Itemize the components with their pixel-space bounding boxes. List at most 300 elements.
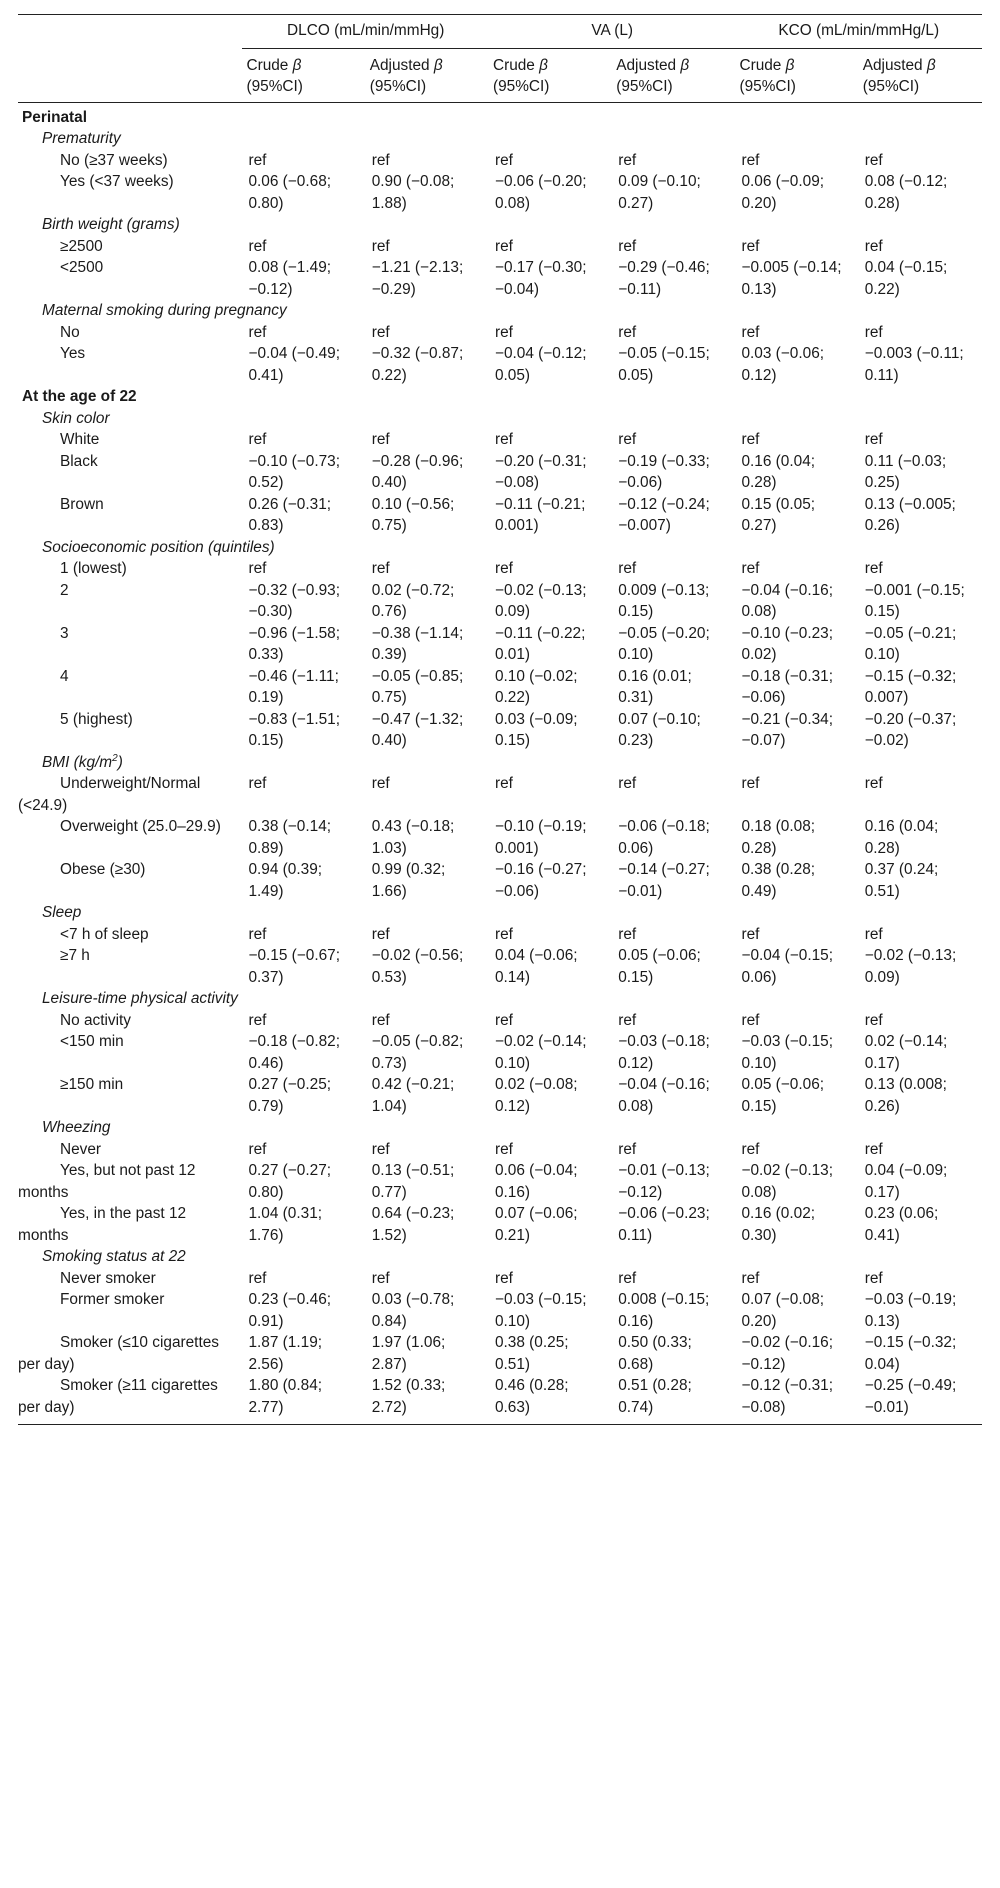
row-label: 3 bbox=[60, 624, 69, 642]
regression-table-container bbox=[18, 14, 982, 1425]
table-cell: ref bbox=[494, 775, 513, 792]
variable-name bbox=[18, 1117, 982, 1139]
table-cell: ref bbox=[864, 775, 883, 792]
table-cell: 0.04 (−0.15; 0.22) bbox=[864, 259, 948, 298]
table-cell: 0.06 (−0.09; 0.20) bbox=[741, 173, 825, 212]
header-corner bbox=[18, 15, 242, 49]
table-cell: −0.15 (−0.32; 0.007) bbox=[864, 667, 957, 706]
beta-symbol: β bbox=[785, 56, 795, 74]
variable-name bbox=[18, 988, 982, 1010]
table-cell: −0.06 (−0.20; 0.08) bbox=[494, 173, 587, 212]
table-cell: 0.10 (−0.02; 0.22) bbox=[494, 667, 578, 706]
table-cell: −0.28 (−0.96; 0.40) bbox=[371, 452, 464, 491]
header-kco: KCO (mL/min/mmHg/L) bbox=[735, 15, 982, 49]
table-cell: 0.10 (−0.56; 0.75) bbox=[371, 495, 455, 534]
variable-name-text: Prematurity bbox=[42, 130, 121, 147]
table-cell: −0.02 (−0.16; −0.12) bbox=[741, 1334, 834, 1373]
table-cell: ref bbox=[618, 151, 637, 169]
table-cell: −0.01 (−0.13; −0.12) bbox=[618, 1162, 710, 1201]
table-cell: 0.37 (0.24; 0.51) bbox=[864, 861, 939, 900]
header-adjusted-beta bbox=[366, 48, 489, 102]
table-cell: −0.96 (−1.58; 0.33) bbox=[248, 624, 341, 663]
table-cell: ref bbox=[494, 151, 513, 169]
table-row bbox=[18, 236, 982, 258]
table-cell: ref bbox=[864, 1140, 883, 1158]
table-cell: −0.03 (−0.15; 0.10) bbox=[494, 1291, 587, 1330]
table-cell: 0.43 (−0.18; 1.03) bbox=[371, 818, 455, 857]
table-cell: ref bbox=[494, 1140, 513, 1158]
table-cell: −0.18 (−0.31; −0.06) bbox=[741, 667, 834, 706]
table-cell: 0.16 (0.04; 0.28) bbox=[741, 452, 816, 491]
table-cell: ref bbox=[371, 775, 390, 792]
table-cell: ref bbox=[741, 1011, 760, 1029]
table-cell: −0.47 (−1.32; 0.40) bbox=[371, 710, 464, 749]
variable-name-end: ) bbox=[117, 753, 123, 771]
variable-name-text: Maternal smoking during pregnancy bbox=[42, 302, 287, 319]
table-cell: −0.02 (−0.13; 0.08) bbox=[741, 1162, 834, 1201]
row-label: Obese (≥30) bbox=[60, 861, 146, 878]
section-row bbox=[18, 102, 982, 128]
table-row bbox=[18, 171, 982, 214]
table-cell: 0.42 (−0.21; 1.04) bbox=[371, 1076, 455, 1115]
table-cell: 0.07 (−0.06; 0.21) bbox=[494, 1205, 578, 1244]
row-label: Yes, in the past 12 months bbox=[18, 1205, 187, 1244]
table-cell: −0.04 (−0.16; 0.08) bbox=[618, 1076, 710, 1115]
table-cell: ref bbox=[864, 1011, 883, 1029]
table-row bbox=[18, 257, 982, 300]
table-cell: 0.04 (−0.06; 0.14) bbox=[494, 947, 578, 986]
regression-table bbox=[18, 14, 982, 1425]
table-cell: 0.009 (−0.13; 0.15) bbox=[618, 581, 710, 620]
row-label: Former smoker bbox=[60, 1291, 165, 1308]
header-crude-label: Crude bbox=[246, 56, 289, 74]
table-cell: 1.80 (0.84; 2.77) bbox=[248, 1377, 323, 1416]
table-row bbox=[18, 1139, 982, 1161]
table-cell: 0.05 (−0.06; 0.15) bbox=[741, 1076, 825, 1115]
table-cell: −0.05 (−0.82; 0.73) bbox=[371, 1033, 464, 1072]
header-crude-label: Crude bbox=[739, 56, 782, 74]
table-row bbox=[18, 773, 982, 816]
table-cell: 0.07 (−0.10; 0.23) bbox=[618, 710, 701, 749]
table-cell: 0.03 (−0.09; 0.15) bbox=[494, 710, 578, 749]
variable-name-superscript: 2 bbox=[112, 752, 118, 764]
table-cell: 0.90 (−0.08; 1.88) bbox=[371, 173, 455, 212]
table-row bbox=[18, 580, 982, 623]
table-cell: ref bbox=[741, 775, 760, 792]
header-subcolumn-row bbox=[18, 48, 982, 102]
row-label: ≥2500 bbox=[60, 237, 103, 255]
header-ci-label: (95%CI) bbox=[616, 78, 673, 95]
row-label: Brown bbox=[60, 495, 104, 513]
table-cell: ref bbox=[494, 560, 513, 577]
variable-row bbox=[18, 988, 982, 1010]
header-ci-label: (95%CI) bbox=[862, 78, 920, 95]
table-row bbox=[18, 1160, 982, 1203]
table-cell: −0.11 (−0.22; 0.01) bbox=[494, 624, 586, 663]
table-cell: 0.16 (0.02; 0.30) bbox=[741, 1205, 816, 1244]
row-label: No activity bbox=[60, 1011, 131, 1029]
table-cell: 0.38 (0.28; 0.49) bbox=[741, 861, 816, 900]
table-row bbox=[18, 558, 982, 580]
table-cell: 0.13 (−0.51; 0.77) bbox=[371, 1162, 455, 1201]
header-ci-label: (95%CI) bbox=[246, 78, 303, 95]
row-label: Underweight/Normal (<24.9) bbox=[18, 775, 201, 814]
table-cell: ref bbox=[371, 237, 390, 255]
table-cell: ref bbox=[618, 1011, 637, 1029]
table-row bbox=[18, 150, 982, 172]
row-label: Yes bbox=[60, 345, 86, 362]
table-row bbox=[18, 666, 982, 709]
table-cell: ref bbox=[864, 151, 883, 169]
table-cell: ref bbox=[494, 925, 513, 943]
table-cell: ref bbox=[618, 237, 637, 255]
table-cell: 0.23 (0.06; 0.41) bbox=[864, 1205, 939, 1244]
table-row bbox=[18, 816, 982, 859]
table-cell: 0.50 (0.33; 0.68) bbox=[618, 1334, 692, 1373]
table-cell: ref bbox=[741, 1140, 760, 1158]
table-cell: 0.07 (−0.08; 0.20) bbox=[741, 1291, 825, 1330]
table-cell: −0.20 (−0.37; −0.02) bbox=[864, 710, 957, 749]
variable-name bbox=[18, 1246, 982, 1268]
table-cell: 0.13 (0.008; 0.26) bbox=[864, 1076, 947, 1115]
table-cell: −0.10 (−0.19; 0.001) bbox=[494, 818, 587, 857]
table-cell: −0.18 (−0.82; 0.46) bbox=[248, 1033, 341, 1072]
table-cell: 0.13 (−0.005; 0.26) bbox=[864, 495, 956, 534]
table-cell: ref bbox=[741, 1269, 760, 1287]
section-title: At the age of 22 bbox=[22, 388, 137, 405]
beta-symbol: β bbox=[680, 56, 690, 74]
table-cell: −0.17 (−0.30; −0.04) bbox=[494, 259, 587, 298]
table-body bbox=[18, 102, 982, 1425]
beta-symbol: β bbox=[926, 56, 936, 74]
table-cell: −0.12 (−0.24; −0.007) bbox=[618, 495, 710, 534]
row-label: Black bbox=[60, 452, 98, 470]
table-cell: ref bbox=[371, 1269, 390, 1287]
table-cell: −0.10 (−0.23; 0.02) bbox=[741, 624, 834, 663]
row-label: Overweight (25.0–29.9) bbox=[60, 818, 221, 835]
table-cell: ref bbox=[864, 237, 883, 255]
header-adjusted-label: Adjusted bbox=[369, 56, 430, 74]
header-crude-label: Crude bbox=[492, 56, 535, 74]
variable-row bbox=[18, 128, 982, 150]
header-ci-label: (95%CI) bbox=[369, 78, 427, 95]
table-cell: −0.15 (−0.32; 0.04) bbox=[864, 1334, 957, 1373]
table-row bbox=[18, 1203, 982, 1246]
table-cell: −0.12 (−0.31; −0.08) bbox=[741, 1377, 834, 1416]
section-title: Perinatal bbox=[22, 108, 88, 126]
variable-name bbox=[18, 300, 982, 322]
variable-name bbox=[18, 214, 982, 236]
table-cell: −0.05 (−0.15; 0.05) bbox=[618, 345, 710, 384]
table-cell: 0.46 (0.28; 0.63) bbox=[494, 1377, 569, 1416]
table-cell: ref bbox=[248, 151, 267, 169]
table-row bbox=[18, 1268, 982, 1290]
table-row bbox=[18, 429, 982, 451]
table-cell: 0.99 (0.32; 1.66) bbox=[371, 861, 446, 900]
variable-row bbox=[18, 537, 982, 559]
row-label: No (≥37 weeks) bbox=[60, 151, 168, 169]
table-cell: −0.05 (−0.20; 0.10) bbox=[618, 624, 710, 663]
table-cell: ref bbox=[741, 151, 760, 169]
table-cell: −0.46 (−1.11; 0.19) bbox=[248, 667, 339, 706]
table-cell: ref bbox=[371, 925, 390, 943]
table-cell: ref bbox=[371, 560, 390, 577]
beta-symbol: β bbox=[292, 56, 302, 74]
row-label: 2 bbox=[60, 581, 69, 599]
table-cell: −0.005 (−0.14; 0.13) bbox=[741, 259, 842, 298]
table-cell: 0.11 (−0.03; 0.25) bbox=[864, 452, 947, 491]
row-label: Never smoker bbox=[60, 1269, 156, 1287]
table-cell: 0.15 (0.05; 0.27) bbox=[741, 495, 816, 534]
header-ci-label: (95%CI) bbox=[492, 78, 550, 95]
table-cell: 1.04 (0.31; 1.76) bbox=[248, 1205, 323, 1244]
row-label: 4 bbox=[60, 667, 69, 685]
variable-name-text: Wheezing bbox=[42, 1119, 111, 1136]
table-row bbox=[18, 1074, 982, 1117]
table-cell: ref bbox=[248, 1011, 267, 1029]
table-cell: ref bbox=[618, 560, 637, 577]
beta-symbol: β bbox=[539, 56, 548, 74]
table-cell: −0.04 (−0.12; 0.05) bbox=[494, 345, 587, 384]
table-cell: ref bbox=[864, 323, 883, 341]
table-row bbox=[18, 859, 982, 902]
variable-row bbox=[18, 902, 982, 924]
table-cell: 0.64 (−0.23; 1.52) bbox=[371, 1205, 455, 1244]
row-label: <2500 bbox=[60, 259, 104, 276]
header-crude-beta bbox=[489, 48, 612, 102]
table-cell: 0.26 (−0.31; 0.83) bbox=[248, 495, 332, 534]
variable-name bbox=[18, 902, 982, 924]
table-cell: −0.25 (−0.49; −0.01) bbox=[864, 1377, 957, 1416]
header-adjusted-label: Adjusted bbox=[862, 56, 923, 74]
table-cell: ref bbox=[618, 925, 637, 943]
table-row bbox=[18, 451, 982, 494]
table-cell: 0.06 (−0.68; 0.80) bbox=[248, 173, 332, 212]
variable-name-text: Birth weight (grams) bbox=[42, 216, 180, 233]
table-cell: 0.51 (0.28; 0.74) bbox=[618, 1377, 692, 1416]
variable-row bbox=[18, 1117, 982, 1139]
table-cell: ref bbox=[741, 925, 760, 943]
table-cell: ref bbox=[371, 1140, 390, 1158]
table-cell: −0.02 (−0.14; 0.10) bbox=[494, 1033, 587, 1072]
variable-name bbox=[18, 128, 982, 150]
table-cell: 0.03 (−0.06; 0.12) bbox=[741, 345, 825, 384]
beta-symbol: β bbox=[433, 56, 443, 74]
row-label: Smoker (≥11 cigarettes per day) bbox=[18, 1377, 218, 1416]
table-cell: ref bbox=[864, 1269, 883, 1287]
table-cell: 1.52 (0.33; 2.72) bbox=[371, 1377, 446, 1416]
row-label: Never bbox=[60, 1140, 102, 1158]
table-cell: ref bbox=[371, 431, 390, 448]
header-crude-beta bbox=[735, 48, 858, 102]
variable-row bbox=[18, 1246, 982, 1268]
table-cell: ref bbox=[248, 323, 267, 341]
table-cell: 0.09 (−0.10; 0.27) bbox=[618, 173, 701, 212]
table-cell: 0.16 (0.01; 0.31) bbox=[618, 667, 692, 706]
table-cell: −0.16 (−0.27; −0.06) bbox=[494, 861, 587, 900]
variable-row bbox=[18, 214, 982, 236]
table-cell: −0.10 (−0.73; 0.52) bbox=[248, 452, 341, 491]
table-cell: 0.02 (−0.14; 0.17) bbox=[864, 1033, 948, 1072]
header-va: VA (L) bbox=[489, 15, 736, 49]
table-cell: −0.11 (−0.21; 0.001) bbox=[494, 495, 586, 534]
table-cell: −0.04 (−0.49; 0.41) bbox=[248, 345, 341, 384]
table-cell: −0.32 (−0.87; 0.22) bbox=[371, 345, 464, 384]
table-cell: −0.38 (−1.14; 0.39) bbox=[371, 624, 464, 663]
header-dlco: DLCO (mL/min/mmHg) bbox=[242, 15, 489, 49]
row-label: ≥7 h bbox=[60, 947, 90, 964]
table-cell: ref bbox=[248, 925, 267, 943]
table-cell: ref bbox=[371, 1011, 390, 1029]
table-cell: 0.08 (−0.12; 0.28) bbox=[864, 173, 948, 212]
table-cell: ref bbox=[618, 431, 637, 448]
table-cell: ref bbox=[494, 431, 513, 448]
table-cell: −0.03 (−0.19; 0.13) bbox=[864, 1291, 957, 1330]
header-adjusted-label: Adjusted bbox=[616, 56, 677, 74]
row-label: 5 (highest) bbox=[60, 710, 133, 728]
table-cell: 0.16 (0.04; 0.28) bbox=[864, 818, 939, 857]
variable-name-text: BMI (kg/m bbox=[42, 753, 113, 771]
table-cell: ref bbox=[741, 237, 760, 255]
variable-name-text: Socioeconomic position (quintiles) bbox=[42, 538, 275, 556]
table-cell: −0.20 (−0.31; −0.08) bbox=[494, 452, 587, 491]
table-cell: −0.02 (−0.13; 0.09) bbox=[864, 947, 957, 986]
table-cell: ref bbox=[741, 323, 760, 341]
table-row bbox=[18, 1332, 982, 1375]
table-cell: 0.05 (−0.06; 0.15) bbox=[618, 947, 701, 986]
variable-row bbox=[18, 300, 982, 322]
table-cell: −0.04 (−0.16; 0.08) bbox=[741, 581, 834, 620]
table-row bbox=[18, 1289, 982, 1332]
section-row bbox=[18, 386, 982, 408]
variable-name-text: Sleep bbox=[42, 904, 82, 921]
table-cell: ref bbox=[618, 1269, 637, 1287]
table-cell: 0.94 (0.39; 1.49) bbox=[248, 861, 323, 900]
table-cell: 0.38 (−0.14; 0.89) bbox=[248, 818, 332, 857]
table-cell: −0.03 (−0.15; 0.10) bbox=[741, 1033, 834, 1072]
table-cell: ref bbox=[494, 1269, 513, 1287]
table-cell: −0.06 (−0.18; 0.06) bbox=[618, 818, 710, 857]
table-cell: ref bbox=[741, 560, 760, 577]
table-cell: 0.008 (−0.15; 0.16) bbox=[618, 1291, 710, 1330]
table-row bbox=[18, 343, 982, 386]
table-cell: ref bbox=[248, 775, 267, 792]
table-row bbox=[18, 1031, 982, 1074]
row-label: No bbox=[60, 323, 80, 341]
table-header bbox=[18, 15, 982, 103]
table-cell: 0.06 (−0.04; 0.16) bbox=[494, 1162, 578, 1201]
table-cell: ref bbox=[864, 560, 883, 577]
table-cell: 0.23 (−0.46; 0.91) bbox=[248, 1291, 332, 1330]
table-cell: 0.03 (−0.78; 0.84) bbox=[371, 1291, 455, 1330]
table-cell: −0.29 (−0.46; −0.11) bbox=[618, 259, 710, 298]
table-cell: ref bbox=[248, 1269, 267, 1287]
variable-name-text: Skin color bbox=[42, 409, 110, 427]
table-cell: ref bbox=[494, 1011, 513, 1029]
table-cell: −0.05 (−0.21; 0.10) bbox=[864, 624, 957, 663]
table-cell: 1.97 (1.06; 2.87) bbox=[371, 1334, 446, 1373]
variable-name-text: Smoking status at 22 bbox=[42, 1248, 186, 1265]
table-cell: −0.003 (−0.11; 0.11) bbox=[864, 345, 964, 384]
table-cell: ref bbox=[864, 925, 883, 943]
header-group-row bbox=[18, 15, 982, 49]
table-cell: −0.21 (−0.34; −0.07) bbox=[741, 710, 834, 749]
table-cell: ref bbox=[618, 775, 637, 792]
table-cell: −0.83 (−1.51; 0.15) bbox=[248, 710, 341, 749]
variable-name-text: Leisure-time physical activity bbox=[42, 990, 238, 1007]
table-cell: ref bbox=[248, 1140, 267, 1158]
variable-name bbox=[18, 537, 982, 559]
table-row bbox=[18, 494, 982, 537]
header-adjusted-beta bbox=[612, 48, 735, 102]
header-crude-beta bbox=[242, 48, 365, 102]
header-ci-label: (95%CI) bbox=[739, 78, 796, 95]
table-row bbox=[18, 709, 982, 752]
row-label: White bbox=[60, 431, 100, 448]
row-label: Smoker (≤10 cigarettes per day) bbox=[18, 1334, 219, 1373]
table-cell: ref bbox=[864, 431, 883, 448]
table-cell: 0.02 (−0.72; 0.76) bbox=[371, 581, 455, 620]
table-cell: −0.19 (−0.33; −0.06) bbox=[618, 452, 710, 491]
table-cell: ref bbox=[494, 323, 513, 341]
table-cell: −0.32 (−0.93; −0.30) bbox=[248, 581, 341, 620]
table-cell: −0.05 (−0.85; 0.75) bbox=[371, 667, 464, 706]
table-cell: 0.27 (−0.25; 0.79) bbox=[248, 1076, 332, 1115]
table-cell: 0.08 (−1.49; −0.12) bbox=[248, 259, 332, 298]
table-cell: ref bbox=[371, 323, 390, 341]
table-cell: 0.18 (0.08; 0.28) bbox=[741, 818, 816, 857]
table-cell: 0.02 (−0.08; 0.12) bbox=[494, 1076, 578, 1115]
variable-name bbox=[18, 408, 982, 430]
header-adjusted-beta bbox=[859, 48, 982, 102]
table-cell: ref bbox=[248, 237, 267, 255]
variable-row bbox=[18, 752, 982, 774]
table-cell: 0.04 (−0.09; 0.17) bbox=[864, 1162, 948, 1201]
variable-row bbox=[18, 408, 982, 430]
row-label: ≥150 min bbox=[60, 1076, 124, 1093]
table-cell: −0.15 (−0.67; 0.37) bbox=[248, 947, 341, 986]
table-cell: ref bbox=[741, 431, 760, 448]
variable-name bbox=[18, 752, 982, 774]
table-row bbox=[18, 1010, 982, 1032]
table-cell: ref bbox=[248, 431, 267, 448]
table-cell: −0.001 (−0.15; 0.15) bbox=[864, 581, 965, 620]
table-cell: −0.02 (−0.13; 0.09) bbox=[494, 581, 587, 620]
table-cell: ref bbox=[371, 151, 390, 169]
table-cell: −0.02 (−0.56; 0.53) bbox=[371, 947, 464, 986]
row-label: <150 min bbox=[60, 1033, 124, 1050]
table-row bbox=[18, 322, 982, 344]
table-cell: −0.04 (−0.15; 0.06) bbox=[741, 947, 834, 986]
table-cell: 0.27 (−0.27; 0.80) bbox=[248, 1162, 332, 1201]
table-cell: −0.06 (−0.23; 0.11) bbox=[618, 1205, 710, 1244]
row-label: 1 (lowest) bbox=[60, 560, 127, 577]
table-cell: 1.87 (1.19; 2.56) bbox=[248, 1334, 323, 1373]
table-cell: 0.38 (0.25; 0.51) bbox=[494, 1334, 569, 1373]
table-cell: −0.03 (−0.18; 0.12) bbox=[618, 1033, 710, 1072]
table-cell: ref bbox=[618, 323, 637, 341]
table-cell: ref bbox=[494, 237, 513, 255]
table-cell: ref bbox=[618, 1140, 637, 1158]
row-label: <7 h of sleep bbox=[60, 925, 149, 943]
table-cell: ref bbox=[248, 560, 267, 577]
table-cell: −0.14 (−0.27; −0.01) bbox=[618, 861, 710, 900]
header-corner-sub bbox=[18, 48, 242, 102]
table-row bbox=[18, 924, 982, 946]
table-cell: −1.21 (−2.13; −0.29) bbox=[371, 259, 464, 298]
table-row bbox=[18, 623, 982, 666]
table-row bbox=[18, 1375, 982, 1425]
